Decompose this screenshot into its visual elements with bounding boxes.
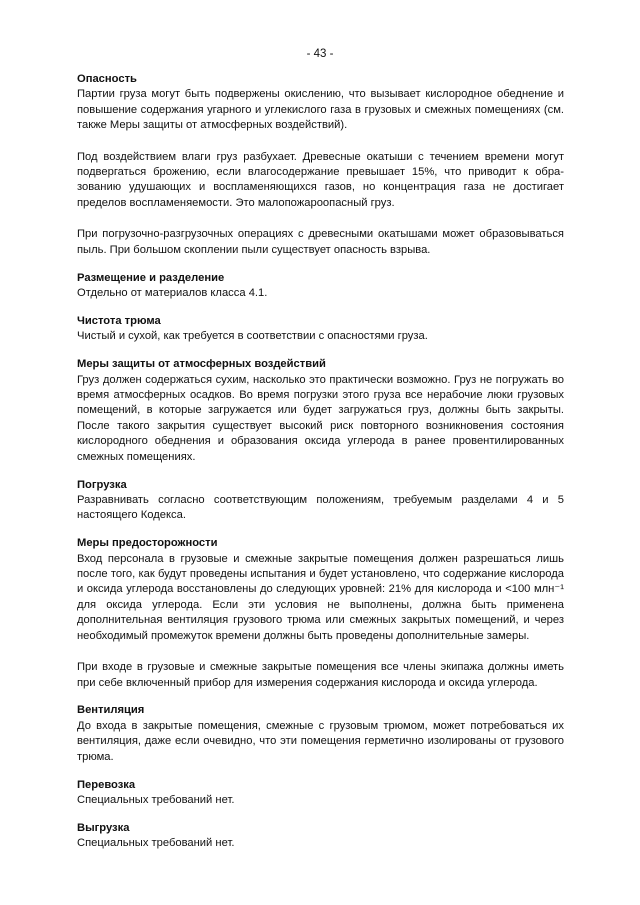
section-heading: Перевозка — [77, 778, 136, 791]
section-hold-cleanliness — [77, 314, 564, 345]
paragraph: Специальных требований нет. — [77, 793, 235, 806]
section-heading: Погрузка — [77, 478, 127, 491]
paragraph: Отдельно от материалов класса 4.1. — [77, 286, 268, 299]
section-hazard — [77, 72, 564, 258]
section-heading: Вентиляция — [77, 704, 145, 717]
section-ventilation — [77, 703, 564, 765]
section-discharge — [77, 821, 564, 852]
paragraph: При погрузочно-разгрузочных операциях с древесными окатышами может образовываться пыль. При большом скоплении пыли существует опасность взрыва. — [77, 228, 564, 256]
page-number: - 43 - — [306, 48, 334, 60]
paragraph: Партии груза могут быть подвержены окислению, что вызывает кислородное обеднение и повышение содержания угарного и углекислого газа в грузовых и смежных помещениях (см. также Меры защиты от атмосферных воздействий). — [77, 88, 564, 132]
section-carriage — [77, 778, 564, 809]
section-heading: Выгрузка — [77, 821, 130, 834]
section-heading: Опасность — [77, 73, 137, 85]
paragraph: Разравнивать согласно соответствующим положениям, требуемым разделами 4 и 5 настоящего Кодекса. — [77, 493, 564, 522]
section-loading — [77, 478, 564, 524]
paragraph: До входа в закрытые помещения, смежные с грузовым трюмом, может потребоваться их вентиляция, даже если очевидно, что эти помещения герметично изолированы от грузового трюма. — [77, 719, 564, 763]
section-heading: Меры защиты от атмосферных воздействий — [77, 358, 326, 371]
paragraph: Вход персонала в грузовые и смежные закрытые помещения должен разрешаться лишь после того, как будут проведены испытания и будет установлено, что содержание кислорода и оксида углерода восстановлены до следующих уровней: 21% для кислорода и <100 млн⁻¹ для оксида углерода. Если эти условия не выполнены, должна быть применена дополнительная вентиляция грузового трюма или смежных закрытых помещений, и через необходимый промежуток времени должны быть проведены дополнительные замеры. — [77, 552, 564, 642]
section-weather-precautions — [77, 357, 564, 465]
paragraph: Груз должен содержаться сухим, насколько это практически возможно. Груз не погружать во время атмосферных осадков. Во время погрузки этого груза все нерабочие люки грузовых помещений, в которые загружается или будет загружаться груз, должны быть закрыты. После такого закрытия существует высокий риск повторного возникновения состояния кислородного обеднения и образования оксида углерода в ранее провентилированных смежных помещениях. — [77, 373, 564, 463]
section-stowage-segregation — [77, 271, 564, 302]
document-body — [77, 72, 564, 864]
paragraph: Чистый и сухой, как требуется в соответствии с опасностями груза. — [77, 330, 428, 343]
section-heading: Чистота трюма — [77, 314, 161, 327]
paragraph: При входе в грузовые и смежные закрытые помещения все члены экипажа должны иметь при себе включенный прибор для измерения содержания кислорода и оксида углерода. — [77, 661, 564, 689]
section-heading: Размещение и разделение — [77, 271, 225, 284]
paragraph: Специальных требований нет. — [77, 837, 235, 850]
section-precautions — [77, 536, 564, 691]
paragraph: Под воздействием влаги груз разбухает. Древесные окатыши с течением времени могут подвергаться брожению, если влагосодержание превышает 15%, что приводит к образованию удушающих и воспламеняющихся газов, но концентрация газа не достигает пределов воспламеняемости. Это малопожароопасный груз. — [77, 150, 564, 209]
section-heading: Меры предосторожности — [77, 537, 218, 550]
